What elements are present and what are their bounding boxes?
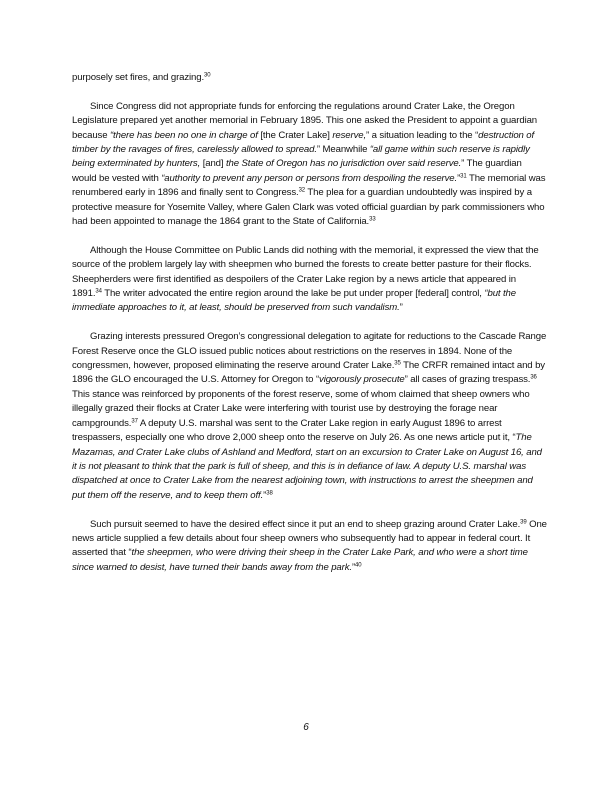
text-run: The writer advocated the entire region around the lake be put under proper [federal] control, [101, 288, 485, 300]
paragraph [72, 71, 547, 85]
paragraph [72, 518, 547, 576]
text-run: Although the House Committee on Public Lands did nothing with the memorial, it expressed the view that the source of the problem largely lay with sheepmen who burned the forests to create better pasture for their flocks. Sheepherders were first identified as despoilers of the Crater Lake region by a news article that appeared in 1891. [72, 244, 539, 300]
quoted-text: the sheepmen, who were driving their sheep in the Crater Lake Park, and who were a short time since warned to desist, have turned their bands away from the park. [72, 547, 528, 573]
footnote-ref: 30 [204, 72, 211, 79]
text-run: ” all cases of grazing trespass. [404, 374, 531, 386]
text-run: This stance was reinforced by proponents of the forest reserve, some of whom claimed that sheep owners who illegally grazed their flocks at Crater Lake were interfering with tourist use by destroying the forage near campgrounds. [72, 388, 530, 429]
text-run: A deputy U.S. marshal was sent to the Crater Lake region in early August 1896 to arrest trespassers, especially one who drove 2,000 sheep onto the reserve on July 26. As one news article put it, “ [72, 417, 516, 444]
quoted-text: “but the immediate approaches to it, at least, should be preserved from such vandalism. [72, 288, 516, 314]
text-run: One news article supplied a few details about four sheep owners who subsequently had to appear in federal court. It asserted that “ [72, 518, 547, 559]
text-run: ” The guardian would be vested with [72, 158, 522, 184]
page-number: 6 [303, 722, 309, 733]
quoted-text: vigorously prosecute [319, 374, 405, 386]
text-run: Such pursuit seemed to have the desired effect since it put an end to sheep grazing around Crater Lake. [90, 518, 521, 530]
quoted-text: The Mazamas, and Crater Lake clubs of Ashland and Medford, start on an excursion to Crater Lake on August 16, and it is not pleasant to think that the park is full of sheep, and this is in defiance of law. A deputy U.S. marshal was dispatched at once to Crater Lake from the nearest adjoining town, with instructions to arrest the sheepmen and put them off the reserve, and to keep them off. [72, 432, 542, 501]
footnote-ref: 36 [530, 374, 537, 381]
footnote-ref: 38 [266, 490, 273, 497]
footnote-ref: 31 [460, 173, 467, 180]
footnote-ref: 33 [369, 216, 376, 223]
quoted-text: reserve, [332, 129, 367, 141]
quoted-text: “authority to prevent any person or persons from despoiling the reserve. [161, 172, 458, 184]
quoted-text: “all game within such reserve is rapidly being exterminated by hunters, [72, 144, 530, 170]
text-run: ” [457, 172, 461, 184]
footnote-ref: 32 [298, 187, 306, 194]
text-run: Grazing interests pressured Oregon’s congressional delegation to agitate for reductions to the Cascade Range Forest Reserve once the GLO issued public notices about restrictions on the reserves in 1894. None of the congressmen, however, proposed eliminating the reserve around Crater Lake. [72, 331, 547, 372]
text-run: ” Meanwhile [316, 144, 370, 156]
footnote-ref: 34 [95, 288, 102, 295]
paragraph [72, 100, 547, 230]
text-run: ” [263, 489, 267, 501]
footnote-ref: 39 [520, 519, 527, 526]
paragraph [72, 244, 547, 316]
quoted-text: “there has been no one in charge of [109, 129, 261, 141]
paragraph [72, 330, 547, 503]
quoted-text: destruction of timber by the ravages of fires, carelessly allowed to spread. [72, 129, 535, 156]
text-run: The memorial was renumbered early in 1896 and finally sent to Congress. [72, 172, 546, 199]
body-text [72, 71, 547, 590]
text-run: [and] [202, 158, 226, 170]
text-run: Since Congress did not appropriate funds for enforcing the regulations around Crater Lake, the Oregon Legislature prepared yet another memorial in February 1895. This one asked the President to appoint a guardian because [72, 100, 538, 141]
footnote-ref: 40 [355, 562, 362, 569]
text-run: ” [351, 561, 356, 573]
quoted-text: the State of Oregon has no jurisdiction over said reserve. [225, 158, 462, 170]
text-run: ” [399, 302, 403, 314]
text-run: purposely set fires, and grazing. [72, 72, 205, 83]
text-run: ” a situation leading to the “ [366, 129, 479, 141]
text-run: The CRFR remained intact and by 1896 the GLO encouraged the U.S. Attorney for Oregon to “ [72, 360, 545, 386]
footnote-ref: 37 [131, 418, 138, 425]
text-run: The plea for a guardian undoubtedly was inspired by a protective measure for Yosemite Valley, where Galen Clark was voted official guardian by park commissioners who had been appointed to manage the 1864 grant to the State of California. [72, 187, 545, 228]
footnote-ref: 35 [394, 360, 401, 367]
text-run: [the Crater Lake] [260, 129, 333, 141]
